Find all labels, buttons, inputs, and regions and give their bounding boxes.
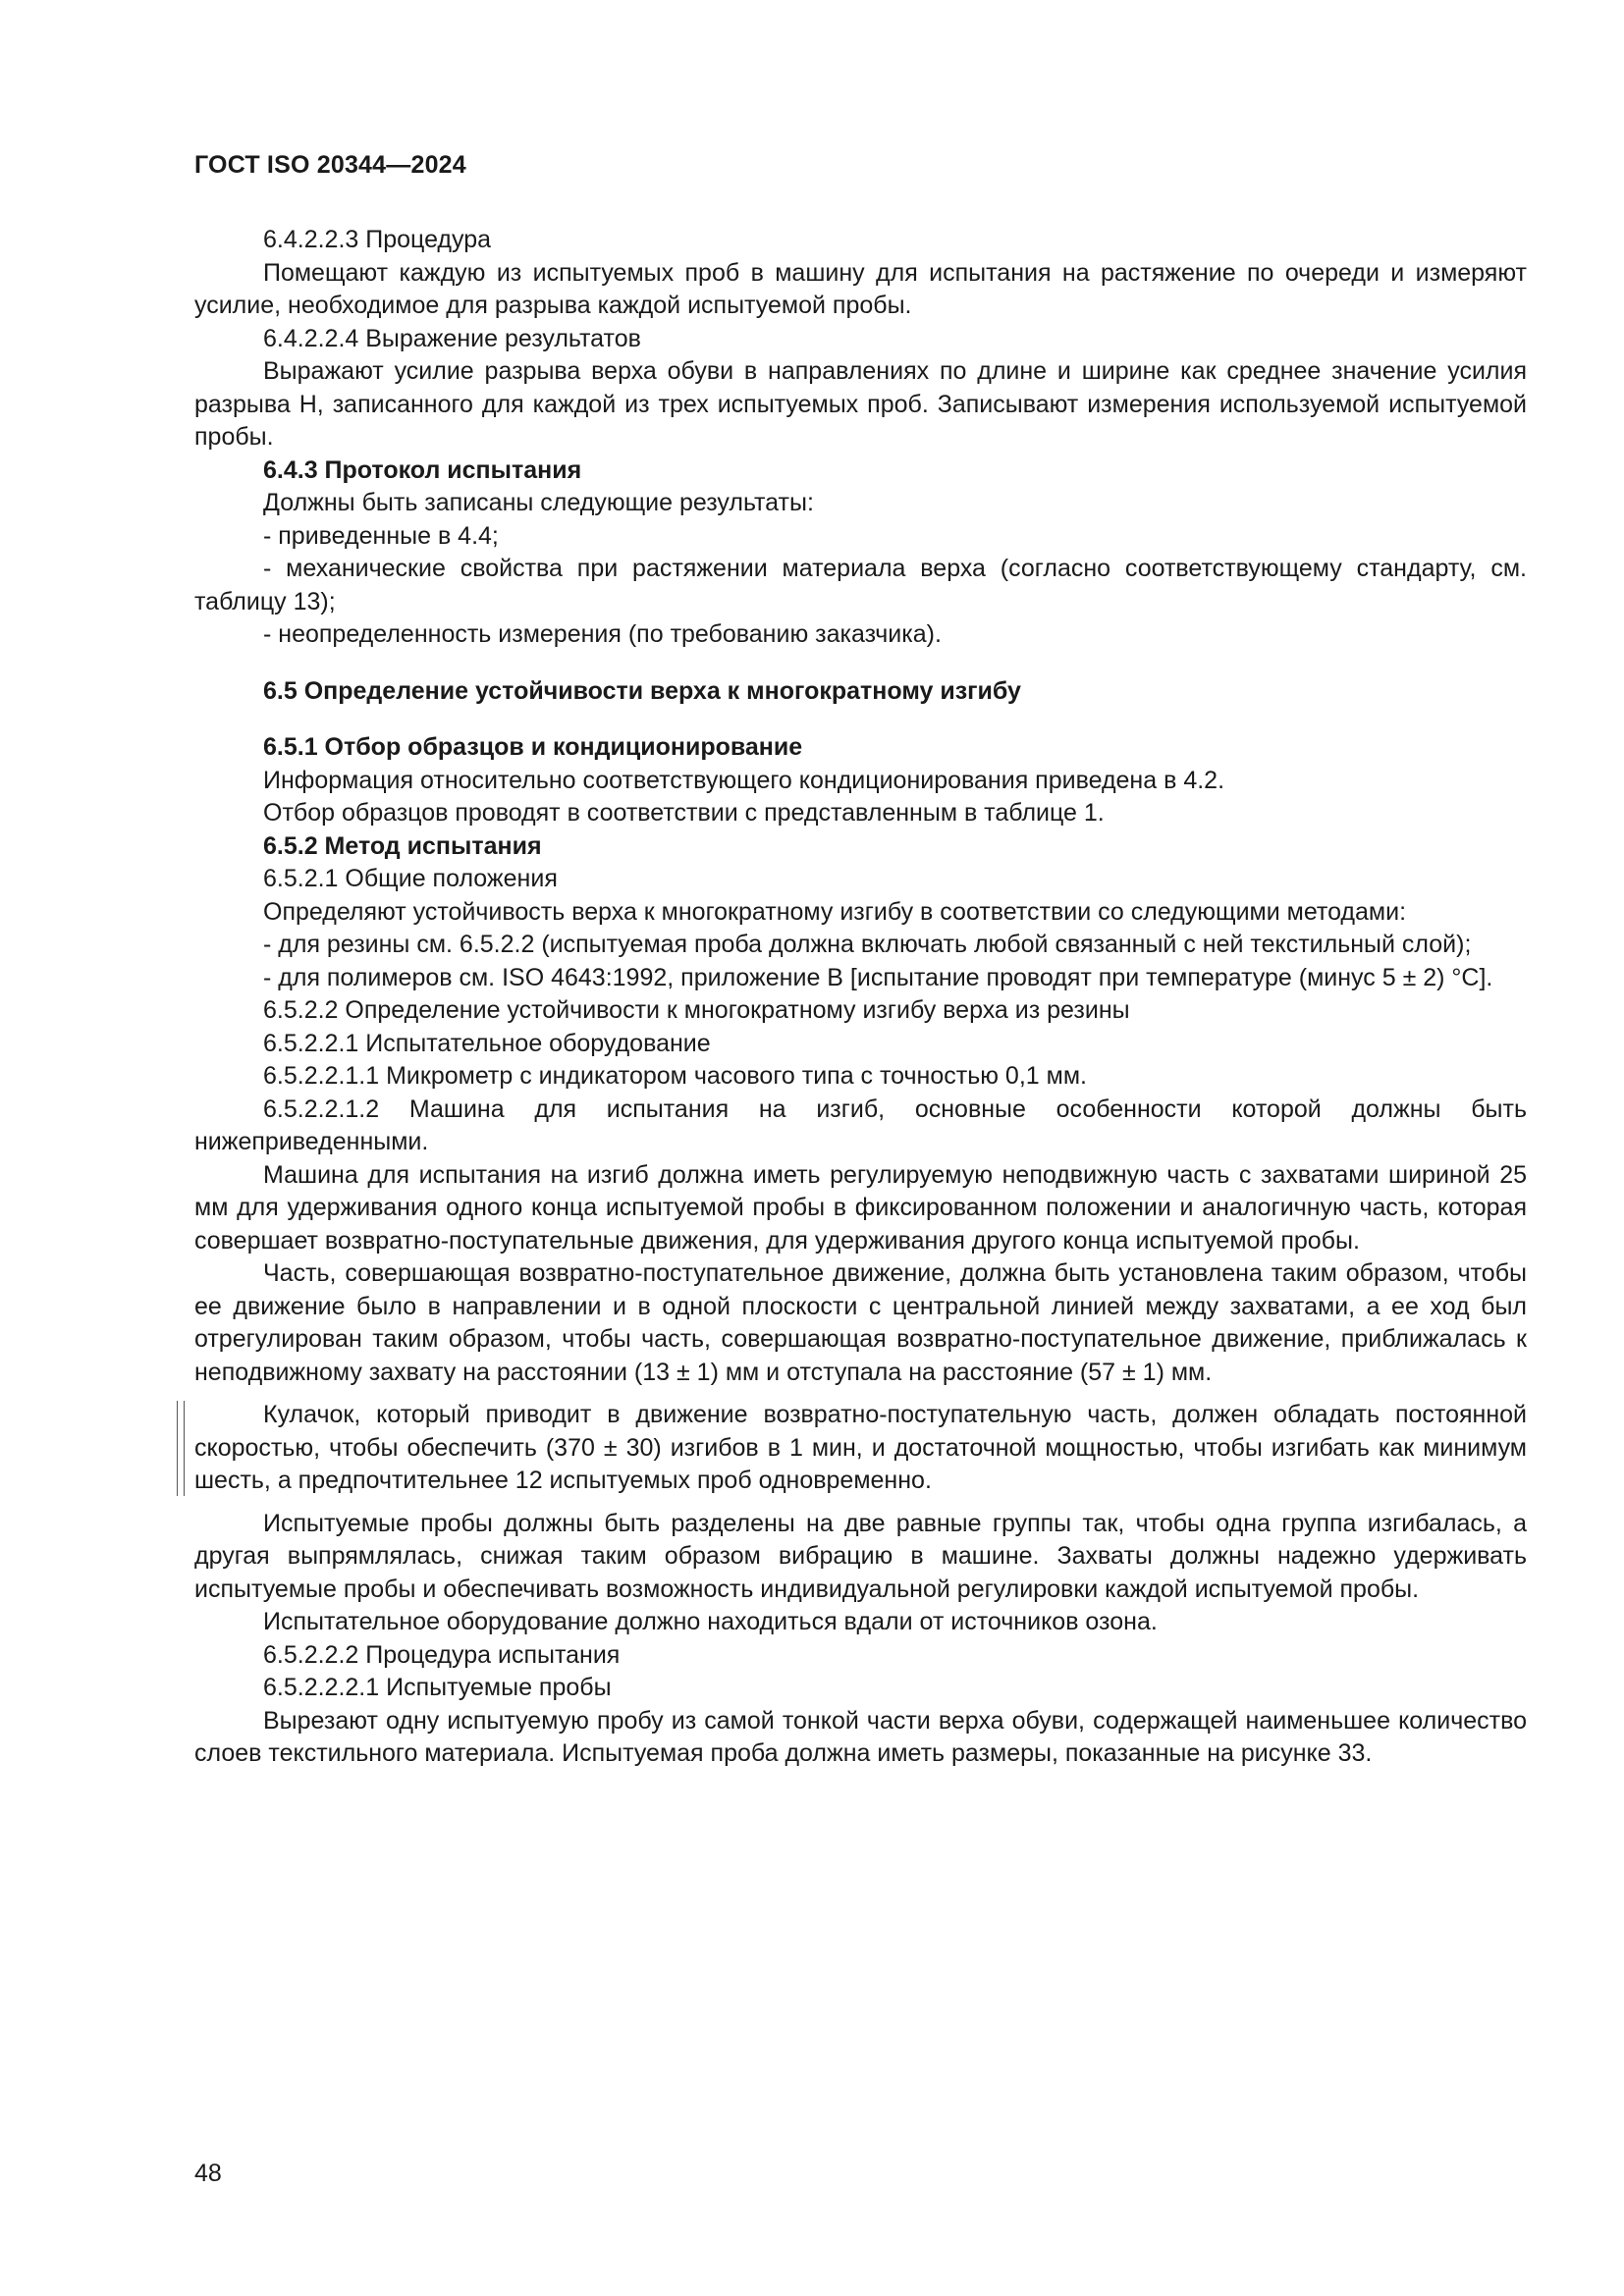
paragraph: Вырезают одну испытуемую пробу из самой тонкой части верха обуви, содержащей наименьшее количество слоев текстильного материала. Испытуемая проба должна иметь размеры, показанные на рисунке 33. <box>194 1706 1527 1767</box>
paragraph: Испытательное оборудование должно находиться вдали от источников озона. <box>263 1608 1158 1635</box>
list-item: - неопределенность измерения (по требованию заказчика). <box>263 620 942 648</box>
clause-heading: 6.5.2.2 Определение устойчивости к многократному изгибу верха из резины <box>263 996 1130 1024</box>
document-header: ГОСТ ISO 20344—2024 <box>194 151 466 179</box>
paragraph: Информация относительно соответствующего кондиционирования приведена в 4.2. <box>263 766 1225 794</box>
paragraph: Отбор образцов проводят в соответствии с представленным в таблице 1. <box>263 799 1105 827</box>
clause-heading: 6.5.2.1 Общие положения <box>263 865 558 892</box>
clause-heading: 6.5.2.2.2.1 Испытуемые пробы <box>263 1674 612 1701</box>
clause-heading: 6.4.2.2.3 Процедура <box>263 226 492 253</box>
paragraph: Выражают усилие разрыва верха обуви в направлениях по длине и ширине как среднее значение усилия разрыва Н, записанного для каждой из трех испытуемых проб. Записывают измерения используемой испытуемой пробы. <box>194 357 1527 451</box>
list-item: - для резины см. 6.5.2.2 (испытуемая проба должна включать любой связанный с ней текстильный слой); <box>263 931 1472 958</box>
paragraph: Машина для испытания на изгиб должна иметь регулируемую неподвижную часть с захватами шириной 25 мм для удерживания одного конца испытуемой пробы в фиксированном положении и аналогичную часть, которая совершает возвратно-поступательные движения, для удерживания другого конца испытуемой пробы. <box>194 1160 1527 1255</box>
paragraph: Испытуемые пробы должны быть разделены на две равные группы так, чтобы одна группа изгибалась, а другая выпрямлялась, снижая таким образом вибрацию в машине. Захваты должны надежно удерживать испытуемые пробы и обеспечивать возможность индивидуальной регулировки каждой испытуемой пробы. <box>194 1509 1527 1603</box>
paragraph: Определяют устойчивость верха к многократному изгибу в соответствии со следующими методами: <box>263 897 1407 926</box>
clause-heading: 6.4.2.2.4 Выражение результатов <box>263 324 641 352</box>
section-heading: 6.5.1 Отбор образцов и кондиционирование <box>263 733 803 761</box>
change-bar <box>177 1401 185 1496</box>
list-item: - приведенные в 4.4; <box>263 521 499 550</box>
paragraph: Часть, совершающая возвратно-поступательное движение, должна быть установлена таким образом, чтобы ее движение было в направлении и в одной плоскости с центральной линией между захватами, а ее ход был отрегулирован таким образом, чтобы часть, совершающая возвратно-поступательное движение, приближалась к неподвижному захвату на расстоянии (13 ± 1) мм и отступала на расстояние (57 ± 1) мм. <box>194 1259 1527 1386</box>
section-heading: 6.4.3 Протокол испытания <box>263 455 582 484</box>
paragraph: Должны быть записаны следующие результаты: <box>263 489 814 516</box>
section-heading: 6.5.2 Метод испытания <box>263 831 542 860</box>
clause-heading: 6.5.2.2.2 Процедура испытания <box>263 1640 621 1669</box>
clause-heading: 6.5.2.2.1 Испытательное оборудование <box>263 1029 711 1057</box>
section-heading: 6.5 Определение устойчивости верха к многократному изгибу <box>263 676 1021 705</box>
change-marked-paragraph <box>194 1399 1527 1498</box>
paragraph: 6.5.2.2.1.1 Микрометр с индикатором часового типа с точностью 0,1 мм. <box>263 1062 1087 1090</box>
list-item: - механические свойства при растяжении материала верха (согласно соответствующему стандарту, см. таблицу 13); <box>194 555 1527 615</box>
paragraph: Помещают каждую из испытуемых проб в машину для испытания на растяжение по очереди и измеряют усилие, необходимое для разрыва каждой испытуемой пробы. <box>194 258 1527 319</box>
paragraph: Кулачок, который приводит в движение возвратно-поступательную часть, должен обладать постоянной скоростью, чтобы обеспечить (370 ± 30) изгибов в 1 мин, и достаточной мощностью, чтобы изгибать как минимум шесть, а предпочтительнее 12 испытуемых проб одновременно. <box>194 1401 1527 1494</box>
page-number: 48 <box>194 2160 222 2187</box>
paragraph: 6.5.2.2.1.2 Машина для испытания на изгиб, основные особенности которой должны быть нижеприведенными. <box>194 1095 1527 1155</box>
list-item: - для полимеров см. ISO 4643:1992, приложение B [испытание проводят при температуре (минус 5 ± 2) °С]. <box>263 963 1493 991</box>
document-body <box>194 224 1527 1771</box>
